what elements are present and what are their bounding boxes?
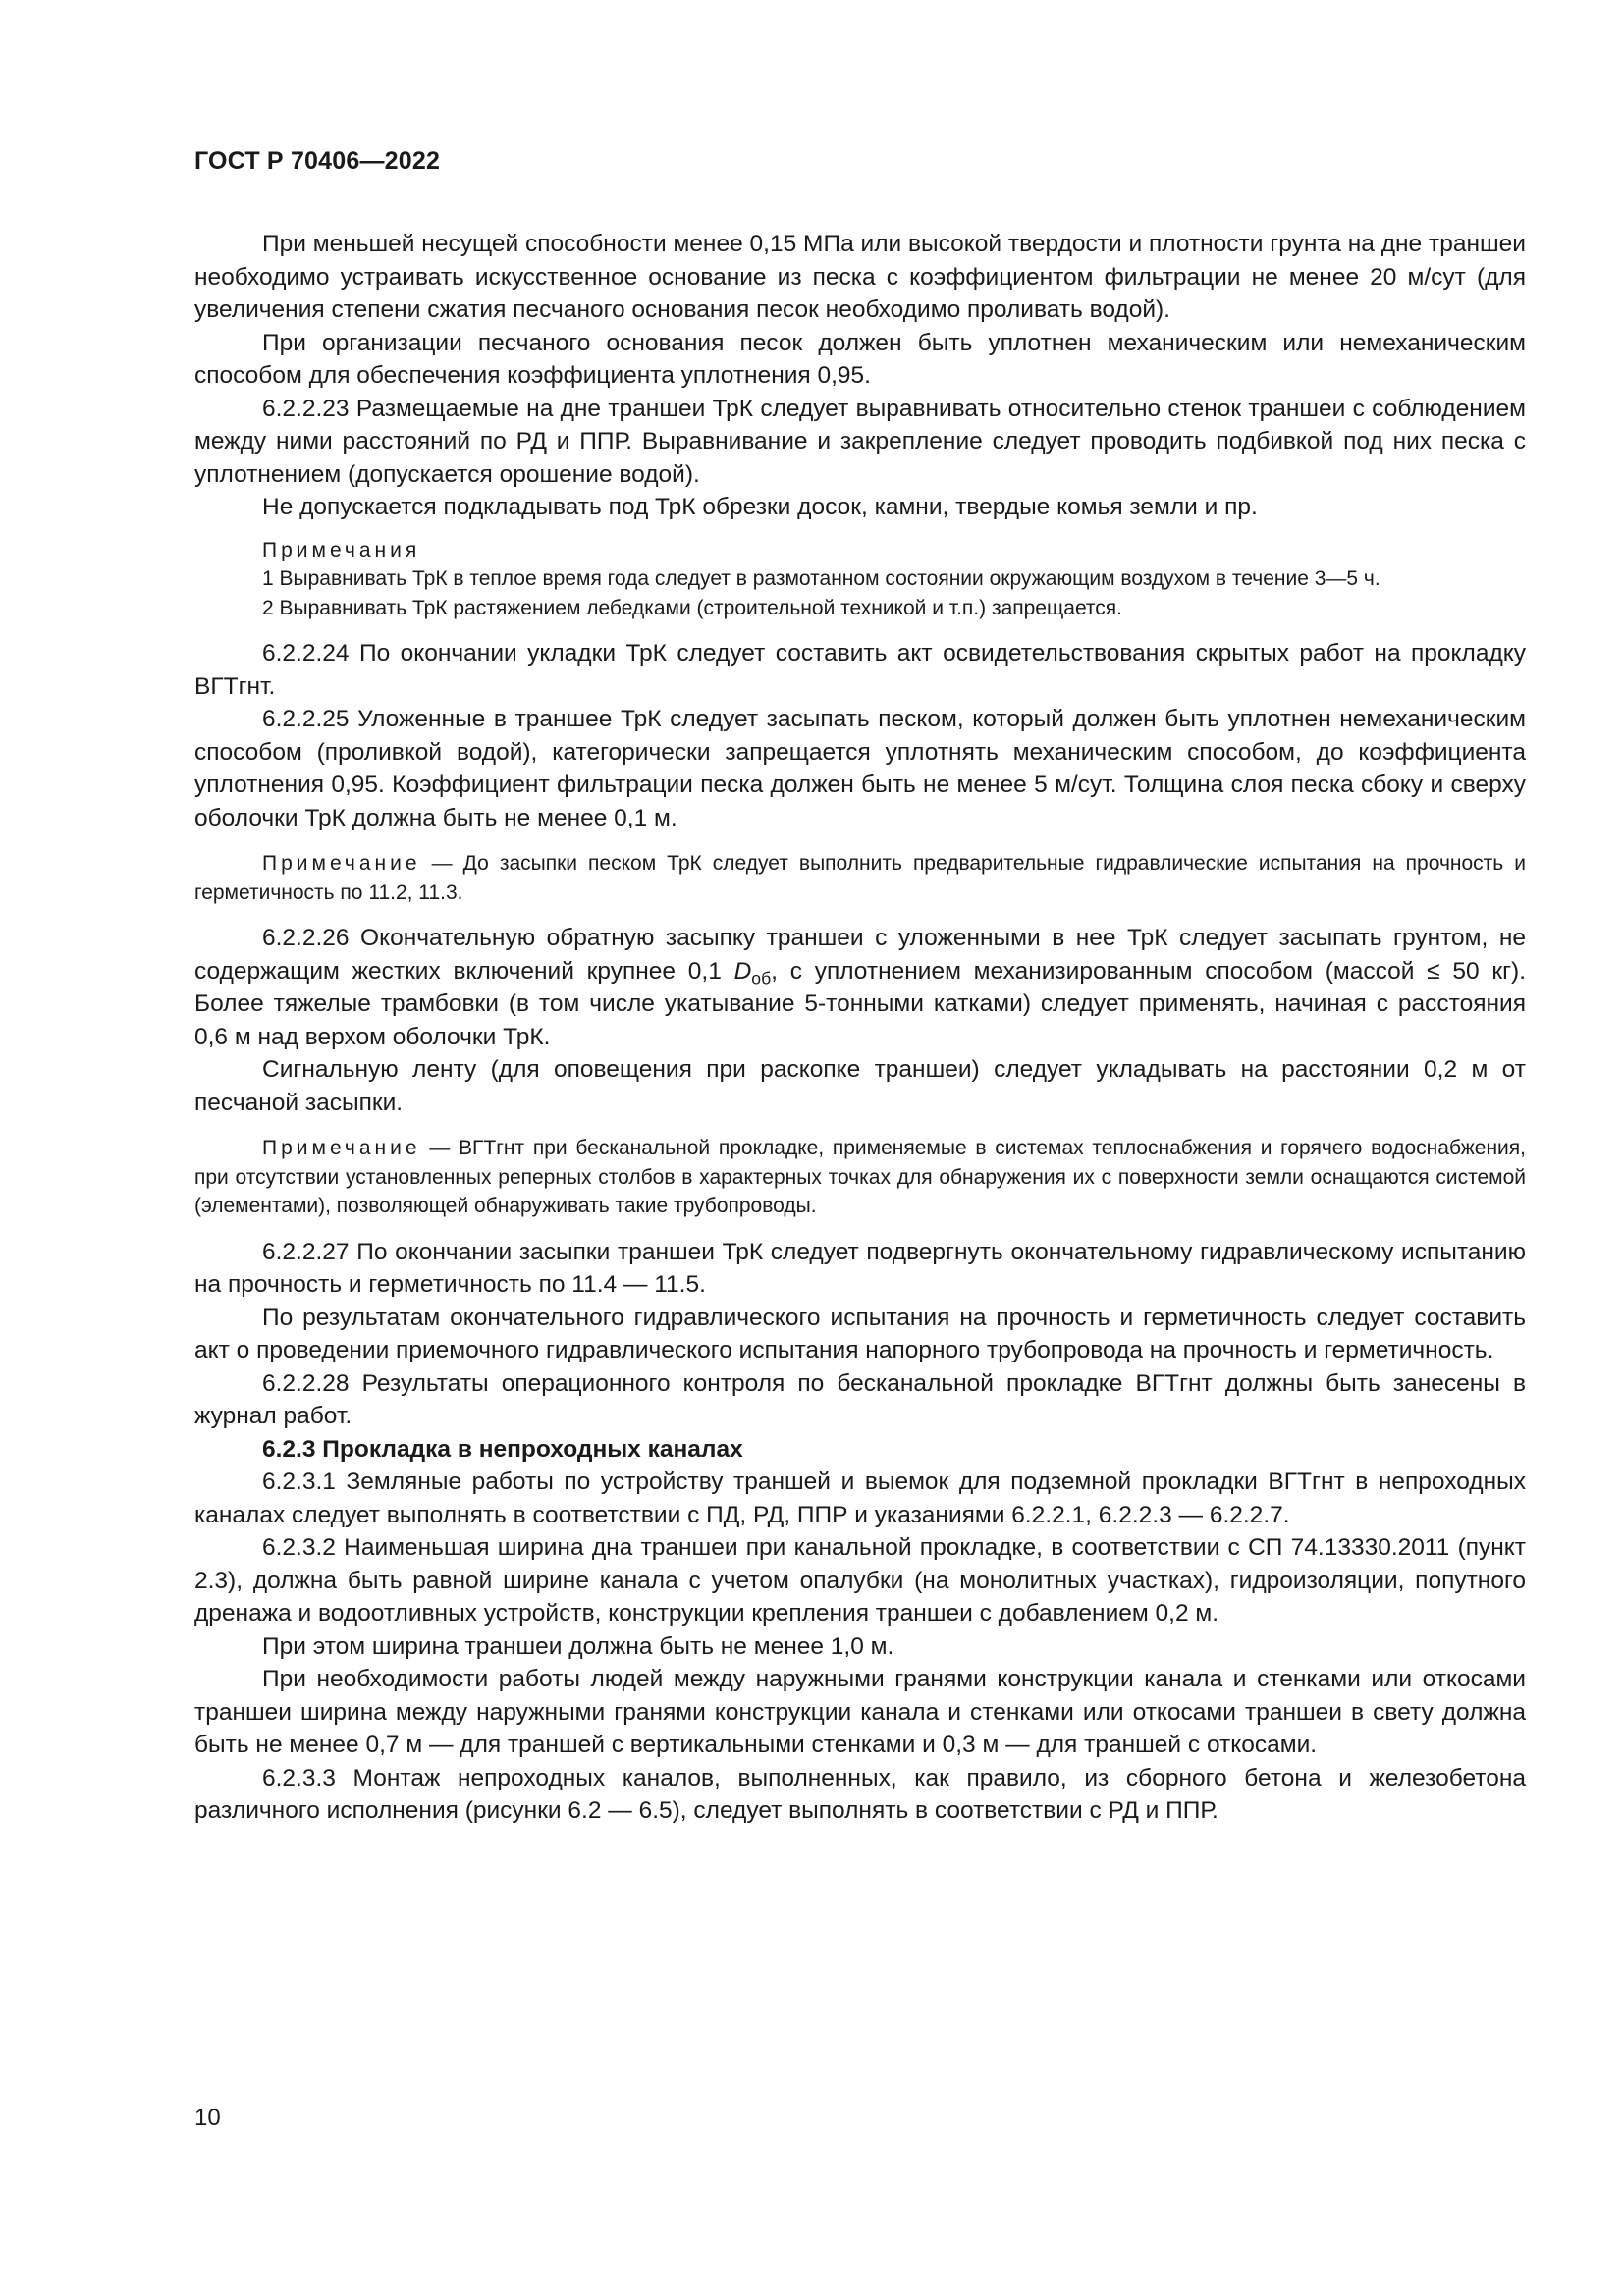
paragraph-6-2-2-28: 6.2.2.28 Результаты операционного контроля по бесканальной прокладке ВГТгнт должны быть занесены в журнал работ.: [194, 1369, 1526, 1429]
notes-title: Примечания: [262, 538, 421, 561]
paragraph-text: , с уплотнением механизированным способом (массой ≤ 50 кг). Более тяжелые трамбовки (в том числе укатывание 5-тонными катками) следует применять, начиная с расстояния 0,6 м над верхом оболочки ТрК.: [194, 957, 1526, 1050]
note: [194, 1134, 1526, 1221]
note-label: Примечание: [262, 1137, 421, 1159]
paragraph-6-2-3-2: 6.2.3.2 Наименьшая ширина дна траншеи при канальной прокладке, в соответствии с СП 74.13330.2011 (пункт 2.3), должна быть равной ширине канала с учетом опалубки (на монолитных участках), гидроизоляции, попутного дренажа и водоотливных устройств, конструкции крепления траншеи с добавлением 0,2 м.: [194, 1534, 1526, 1627]
paragraph: При организации песчаного основания песок должен быть уплотнен механическим или немеханическим способом для обеспечения коэффициента уплотнения 0,95.: [194, 329, 1526, 389]
diameter-subscript: об: [751, 967, 772, 988]
note-block: [194, 1134, 1526, 1221]
paragraph: При этом ширина траншеи должна быть не менее 1,0 м.: [262, 1632, 894, 1660]
diameter-symbol: D: [733, 957, 752, 985]
page-number: 10: [194, 2105, 221, 2131]
paragraph-6-2-2-27: 6.2.2.27 По окончании засыпки траншеи ТрК следует подвергнуть окончательному гидравлическому испытанию на прочность и герметичность по 11.4 — 11.5.: [194, 1238, 1526, 1298]
page-content: [194, 228, 1526, 1828]
paragraph: По результатам окончательного гидравлического испытания на прочность и герметичность следует составить акт о проведении приемочного гидравлического испытания напорного трубопровода на прочность и герметичность.: [194, 1304, 1526, 1363]
note-text: — ВГТгнт при бесканальной прокладке, применяемые в системах теплоснабжения и горячего водоснабжения, при отсутствии установленных реперных столбов в характерных точках для обнаружения их с поверхности земли оснащаются системой (элементами), позволяющей обнаруживать такие трубопроводы.: [194, 1137, 1526, 1217]
paragraph: Сигнальную ленту (для оповещения при раскопке траншеи) следует укладывать на расстоянии 0,2 м от песчаной засыпки.: [194, 1056, 1526, 1116]
note-item: 2 Выравнивать ТрК растяжением лебедками (строительной техникой и т.п.) запрещается.: [262, 596, 1123, 619]
note-block: [194, 849, 1526, 907]
paragraph: При меньшей несущей способности менее 0,15 МПа или высокой твердости и плотности грунта на дне траншеи необходимо устраивать искусственное основание из песка с коэффициентом фильтрации не менее 20 м/сут (для увеличения степени сжатия песчаного основания песок необходимо проливать водой).: [194, 231, 1526, 323]
paragraph: При необходимости работы людей между наружными гранями конструкции канала и стенками или откосами траншеи ширина между наружными гранями конструкции канала и стенками или откосами траншеи в свету должна быть не менее 0,7 м — для траншей с вертикальными стенками и 0,3 м — для траншей с откосами.: [194, 1666, 1526, 1758]
paragraph-6-2-3-1: 6.2.3.1 Земляные работы по устройству траншей и выемок для подземной прокладки ВГТгнт в непроходных каналах следует выполнять в соответствии с ПД, РД, ППР и указаниями 6.2.2.1, 6.2.2.3 — 6.2.2.7.: [194, 1468, 1526, 1528]
paragraph-text: 6.2.2.26 Окончательную обратную засыпку траншеи с уложенными в нее ТрК следует засыпать грунтом, не содержащим жестких включений крупнее 0,1: [194, 925, 1526, 985]
paragraph-6-2-2-26: [194, 922, 1526, 1053]
paragraph-6-2-2-25: 6.2.2.25 Уложенные в траншее ТрК следует засыпать песком, который должен быть уплотнен немеханическим способом (проливкой водой), категорически запрещается уплотнять механическим способом, до коэффициента уплотнения 0,95. Коэффициент фильтрации песка должен быть не менее 5 м/сут. Толщина слоя песка сбоку и сверху оболочки ТрК должна быть не менее 0,1 м.: [194, 706, 1526, 831]
paragraph: Не допускается подкладывать под ТрК обрезки досок, камни, твердые комья земли и пр.: [262, 494, 1258, 520]
note-item: 1 Выравнивать ТрК в теплое время года следует в размотанном состоянии окружающим воздухом в течение 3—5 ч.: [262, 567, 1380, 590]
note: [194, 849, 1526, 907]
note-text: — До засыпки песком ТрК следует выполнить предварительные гидравлические испытания на прочность и герметичность по 11.2, 11.3.: [194, 852, 1526, 904]
section-heading: 6.2.3 Прокладка в непроходных каналах: [262, 1435, 743, 1463]
notes-block: [194, 536, 1526, 623]
note-label: Примечание: [262, 852, 421, 875]
paragraph-6-2-2-23: 6.2.2.23 Размещаемые на дне траншеи ТрК следует выравнивать относительно стенок траншеи с соблюдением между ними расстояний по РД и ППР. Выравнивание и закрепление следует проводить подбивкой под них песка с уплотнением (допускается орошение водой).: [194, 395, 1526, 488]
document-header: ГОСТ Р 70406—2022: [194, 147, 441, 175]
paragraph-6-2-3-3: 6.2.3.3 Монтаж непроходных каналов, выполненных, как правило, из сборного бетона и железобетона различного исполнения (рисунки 6.2 — 6.5), следует выполнять в соответствии с РД и ППР.: [194, 1764, 1526, 1824]
paragraph-6-2-2-24: 6.2.2.24 По окончании укладки ТрК следует составить акт освидетельствования скрытых работ на прокладку ВГТгнт.: [194, 640, 1526, 700]
